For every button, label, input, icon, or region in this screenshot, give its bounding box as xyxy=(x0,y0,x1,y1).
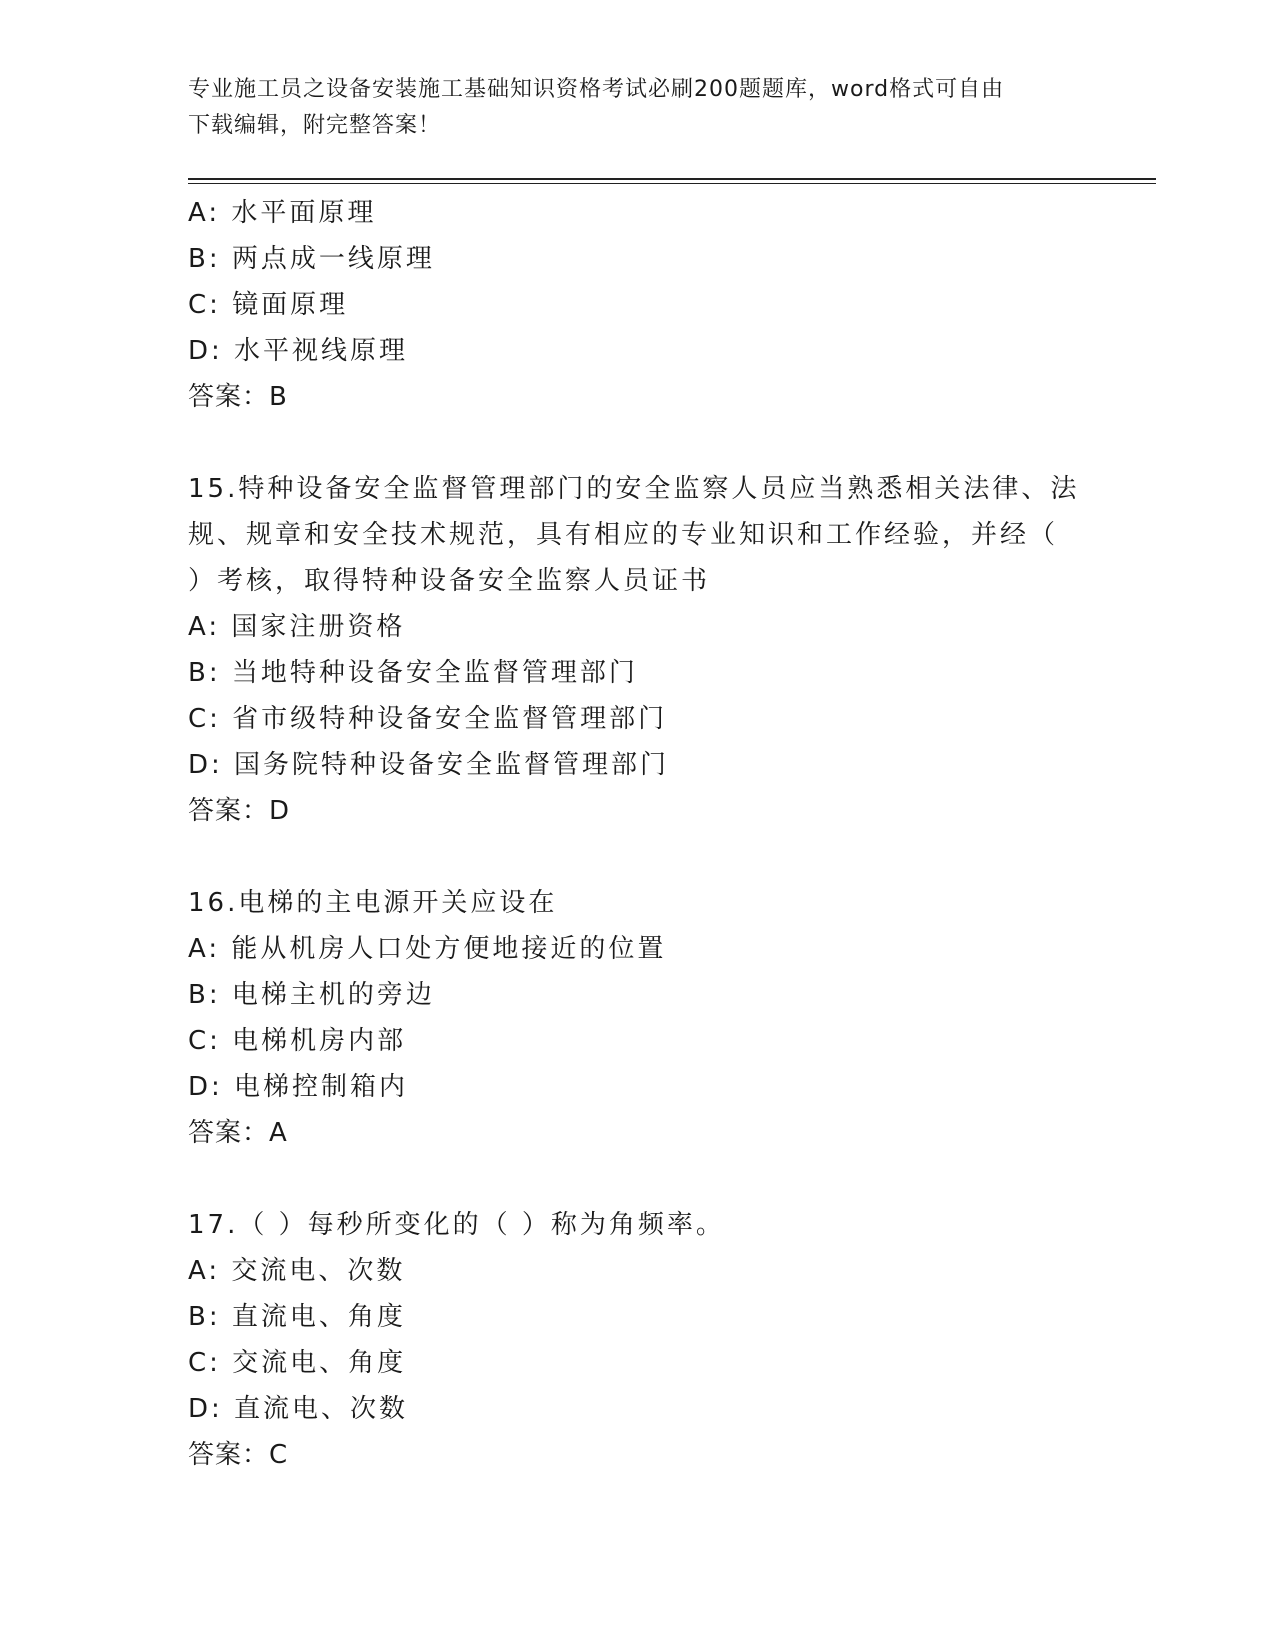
option-b: B: 两点成一线原理 xyxy=(188,244,435,274)
question-17 xyxy=(188,1202,1088,1478)
question-text-line-1: 17.（ ）每秒所变化的（ ）称为角频率。 xyxy=(188,1210,725,1240)
option-d: D: 直流电、次数 xyxy=(188,1394,409,1424)
option-d: D: 电梯控制箱内 xyxy=(188,1072,409,1102)
question-text-line-1: 15.特种设备安全监督管理部门的安全监察人员应当熟悉相关法律、法 xyxy=(188,474,1080,504)
document-header xyxy=(188,72,1088,144)
answer: 答案：C xyxy=(188,1440,289,1470)
header-divider-thick xyxy=(188,178,1156,180)
option-c: C: 省市级特种设备安全监督管理部门 xyxy=(188,704,668,734)
answer: 答案：B xyxy=(188,382,288,412)
question-16 xyxy=(188,880,1088,1156)
option-b: B: 直流电、角度 xyxy=(188,1302,406,1332)
option-d: D: 水平视线原理 xyxy=(188,336,409,366)
option-a: A: 国家注册资格 xyxy=(188,612,406,642)
answer: 答案：D xyxy=(188,796,291,826)
option-a: A: 交流电、次数 xyxy=(188,1256,406,1286)
header-line-1: 专业施工员之设备安装施工基础知识资格考试必刷200题题库，word格式可自由 xyxy=(188,77,1005,102)
answer: 答案：A xyxy=(188,1118,288,1148)
header-line-2: 下载编辑，附完整答案！ xyxy=(188,113,442,138)
question-14 xyxy=(188,190,1088,420)
option-c: C: 交流电、角度 xyxy=(188,1348,407,1378)
question-text-line-3: ）考核，取得特种设备安全监察人员证书 xyxy=(188,566,711,596)
question-content xyxy=(188,190,1088,1478)
option-c: C: 镜面原理 xyxy=(188,290,349,320)
option-b: B: 当地特种设备安全监督管理部门 xyxy=(188,658,638,688)
option-a: A: 水平面原理 xyxy=(188,198,377,228)
question-text-line-1: 16.电梯的主电源开关应设在 xyxy=(188,888,558,918)
option-c: C: 电梯机房内部 xyxy=(188,1026,407,1056)
option-a: A: 能从机房人口处方便地接近的位置 xyxy=(188,934,667,964)
question-text-line-2: 规、规章和安全技术规范，具有相应的专业知识和工作经验，并经（ xyxy=(188,520,1059,550)
header-divider-thin xyxy=(188,183,1156,184)
question-15 xyxy=(188,466,1088,834)
option-d: D: 国务院特种设备安全监督管理部门 xyxy=(188,750,670,780)
option-b: B: 电梯主机的旁边 xyxy=(188,980,435,1010)
